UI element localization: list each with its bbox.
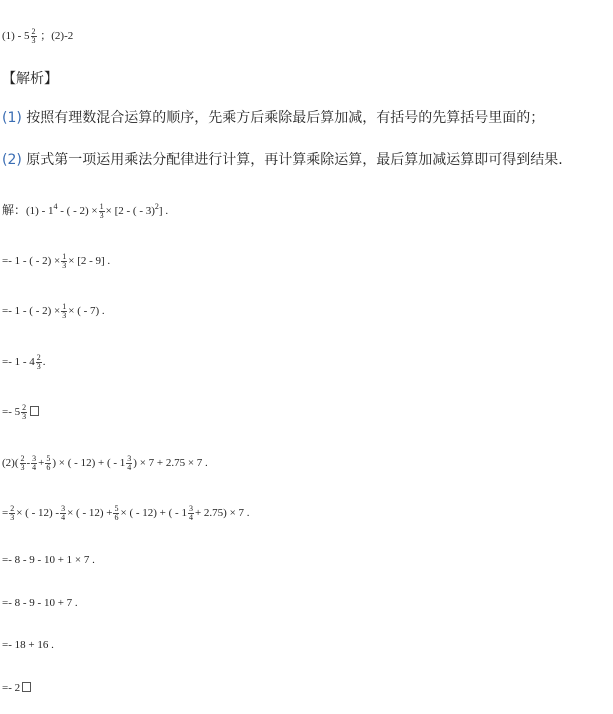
solution-step-3: =- 1 - ( - 2) × $\frac{1}{3}$ × ( - 7) . xyxy=(2,302,105,320)
solution-part2-step-2: = $\frac{2}{3}$ × ( - 12) - $\frac{3}{4}$ × ( - 12) + $\frac{5}{6}$ × ( - 12) + ( - 1 $\frac{3}{4}$ + 2.75) × 7 . xyxy=(2,504,250,522)
fraction: $\frac{3}{4}$ xyxy=(188,504,193,522)
answer-part1-label: (1) xyxy=(2,30,15,43)
placeholder-box-icon xyxy=(30,406,39,416)
fraction: $\frac{5}{6}$ xyxy=(46,454,51,472)
hint-2 xyxy=(2,153,563,167)
fraction: $\frac{5}{6}$ xyxy=(114,504,119,522)
fraction: $\frac{1}{3}$ xyxy=(62,252,67,270)
solution-part2-step-6: =- 2 xyxy=(2,681,31,695)
fraction: $\frac{1}{3}$ xyxy=(62,302,67,320)
fraction: $\frac{2}{3}$ xyxy=(20,454,25,472)
answer-part1-fraction: $\frac{2}{3}$ xyxy=(31,27,36,45)
fraction: $\frac{3}{4}$ xyxy=(127,454,132,472)
solution-step-2: =- 1 - ( - 2) × $\frac{1}{3}$ × [2 - 9] . xyxy=(2,252,111,270)
solution-jie: 解： xyxy=(2,203,27,218)
solution-step-5: =- 5 $\frac{2}{3}$ xyxy=(2,404,39,421)
fraction: $\frac{3}{4}$ xyxy=(32,454,37,472)
hint-1-label: (1) xyxy=(2,110,22,126)
hint-1-text: 按照有理数混合运算的顺序，先乘方后乘除最后算加减，有括号的先算括号里面的； xyxy=(26,110,545,126)
hint-1 xyxy=(2,111,544,125)
solution-part2-step-3: =- 8 - 9 - 10 + 1 × 7 . xyxy=(2,554,95,566)
fraction: $\frac{2}{3}$ xyxy=(10,504,15,522)
solution-part2-step-4: =- 8 - 9 - 10 + 7 . xyxy=(2,597,78,609)
hint-2-text: 原式第一项运用乘法分配律进行计算，再计算乘除运算，最后算加减运算即可得到结果. xyxy=(26,152,563,168)
fraction: $\frac{3}{4}$ xyxy=(61,504,66,522)
solution-step-4: =- 1 - 4 $\frac{2}{3}$ . xyxy=(2,353,46,371)
hint-2-label: (2) xyxy=(2,152,22,168)
placeholder-box-icon xyxy=(22,682,31,692)
fraction: $\frac{2}{3}$ xyxy=(36,353,41,371)
answer-separator: ；(2) xyxy=(40,30,65,43)
analysis-heading: 【解析】 xyxy=(2,71,58,87)
solution-part2-step-5: =- 18 + 16 . xyxy=(2,639,54,651)
fraction: $\frac{2}{3}$ xyxy=(22,403,27,421)
fraction: $\frac{1}{3}$ xyxy=(99,202,104,220)
answer-part1-value: - 5 xyxy=(17,30,30,43)
solution-step-1: 解：$(1) - 1^4$ - ( - 2) × $\frac{1}{3}$ × [2 - ( - 3)$^2$] . xyxy=(2,202,169,220)
solution-part2-step-1: (2)( $\frac{2}{3}$ - $\frac{3}{4}$ + $\frac{5}{6}$ ) × ( - 12) + ( - 1 $\frac{3}{4}$ ) × 7 + 2.75 × 7 . xyxy=(2,454,208,472)
answer-line xyxy=(2,28,73,45)
answer-part2-value: -2 xyxy=(64,30,74,43)
